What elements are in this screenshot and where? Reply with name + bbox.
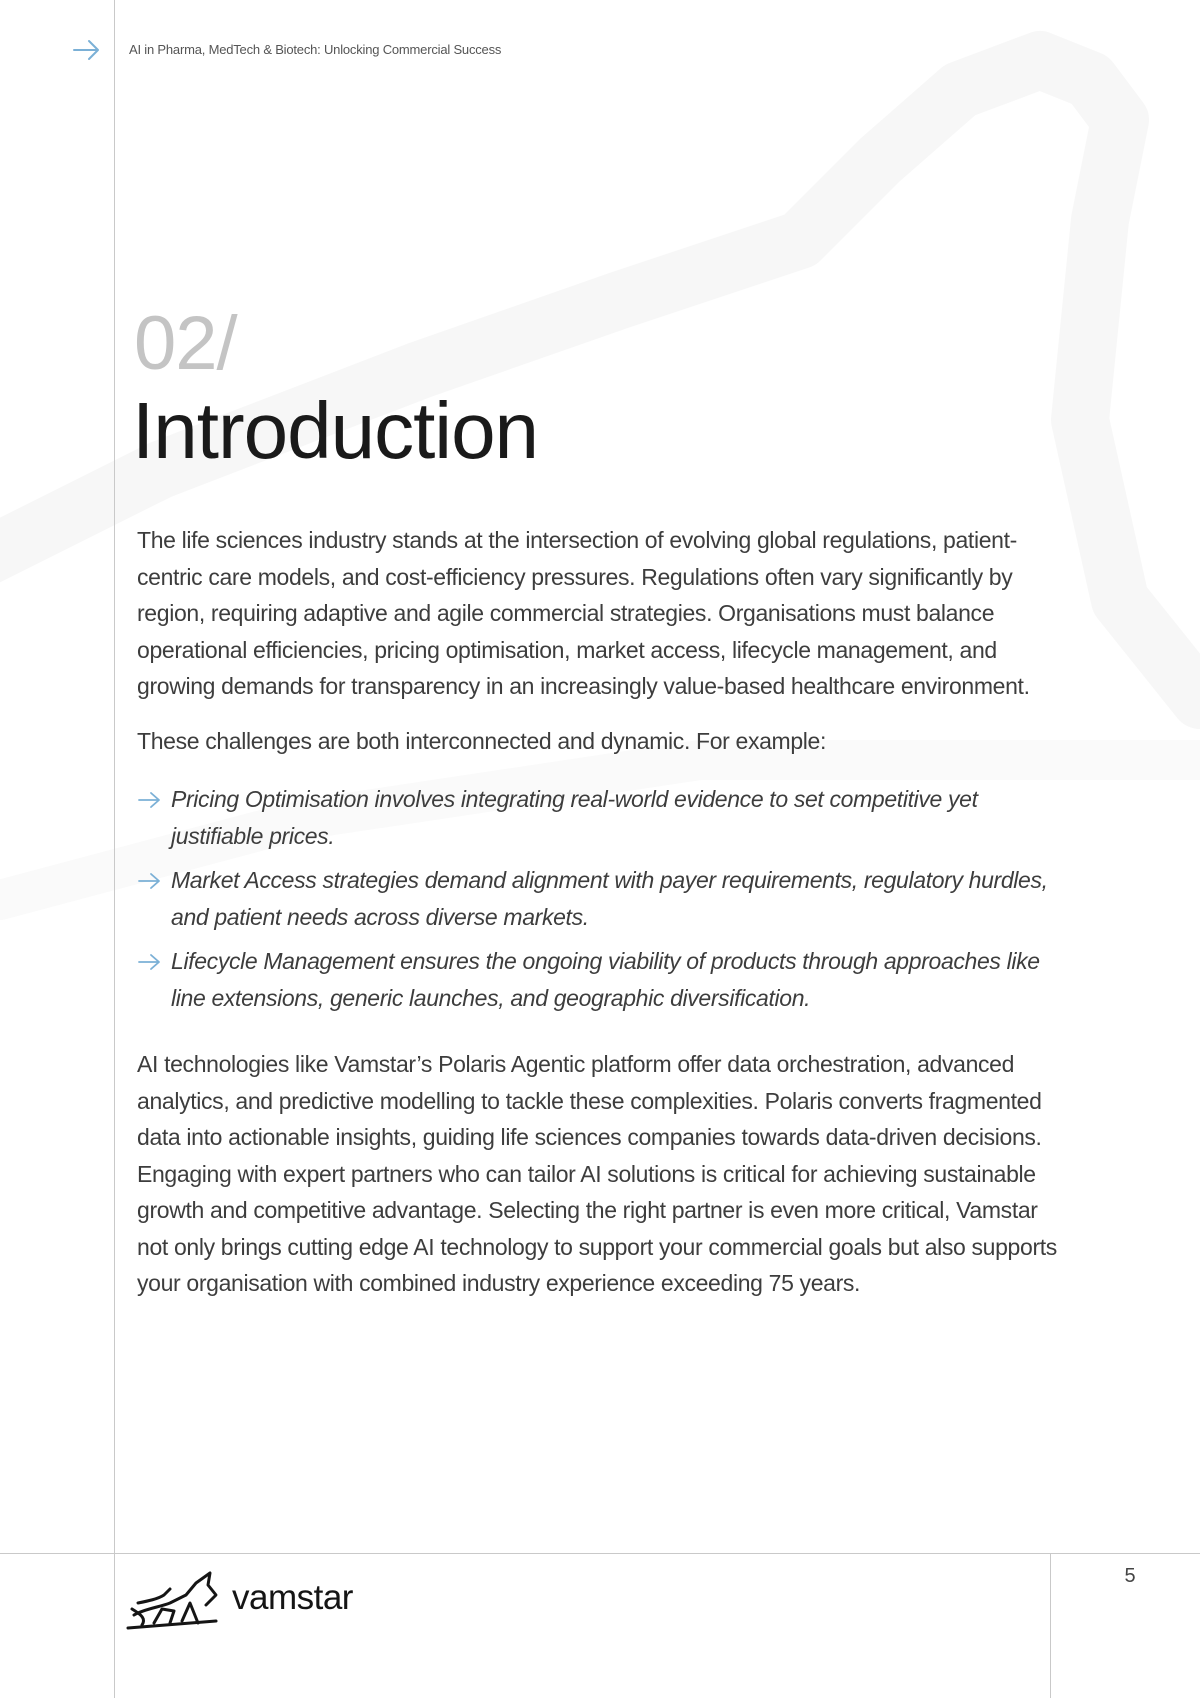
header-title: AI in Pharma, MedTech & Biotech: Unlocking Commercial Success — [129, 42, 502, 57]
challenges-paragraph: These challenges are both interconnected and dynamic. For example: — [137, 727, 827, 754]
arrow-right-icon — [137, 952, 163, 972]
section-number: 02/ — [134, 301, 237, 386]
page-title: Introduction — [132, 386, 539, 475]
list-item-text: Market Access strategies demand alignment with payer requirements, regulatory hurdles, and patient needs across diverse markets. — [171, 867, 1048, 930]
solution-paragraph: AI technologies like Vamstar’s Polaris Agentic platform offer data orchestration, advanced analytics, and predictive modelling to tackle these complexities. Polaris converts fragmented data into actionable insights, guiding life sciences companies towards data-driven decisions. Engaging with expert partners who can tailor AI solutions is critical for achieving sustainable growth and competitive advantage. Selecting the right partner is even more critical, Vamstar not only brings cutting edge AI technology to support your commercial goals but also supports your organisation with combined industry experience exceeding 75 years. — [137, 1051, 1057, 1296]
brand-wordmark: vamstar — [232, 1578, 353, 1617]
left-rule — [114, 0, 115, 1698]
wolf-logo-icon — [124, 1565, 224, 1631]
list-item — [137, 862, 1057, 935]
brand-logo — [124, 1565, 353, 1631]
challenges-list — [137, 781, 1057, 1016]
list-item — [137, 943, 1057, 1016]
arrow-right-icon — [137, 790, 163, 810]
list-item-text: Pricing Optimisation involves integrating real-world evidence to set competitive yet justifiable prices. — [171, 786, 978, 849]
page-number: 5 — [1124, 1565, 1136, 1587]
footer-divider — [1050, 1553, 1051, 1698]
footer-rule — [0, 1553, 1200, 1554]
running-header — [72, 36, 502, 64]
list-item-text: Lifecycle Management ensures the ongoing viability of products through approaches like line extensions, generic launches, and geographic diversification. — [171, 948, 1040, 1011]
intro-paragraph: The life sciences industry stands at the intersection of evolving global regulations, patient-centric care models, and cost-efficiency pressures. Regulations often vary significantly by region, requiring adaptive and agile commercial strategies. Organisations must balance operational efficiencies, pricing optimisation, market access, lifecycle management, and growing demands for transparency in an increasingly value-based healthcare environment. — [137, 527, 1030, 699]
arrow-right-icon — [72, 36, 102, 64]
arrow-right-icon — [137, 871, 163, 891]
list-item — [137, 781, 1057, 854]
body-content — [137, 522, 1057, 1302]
